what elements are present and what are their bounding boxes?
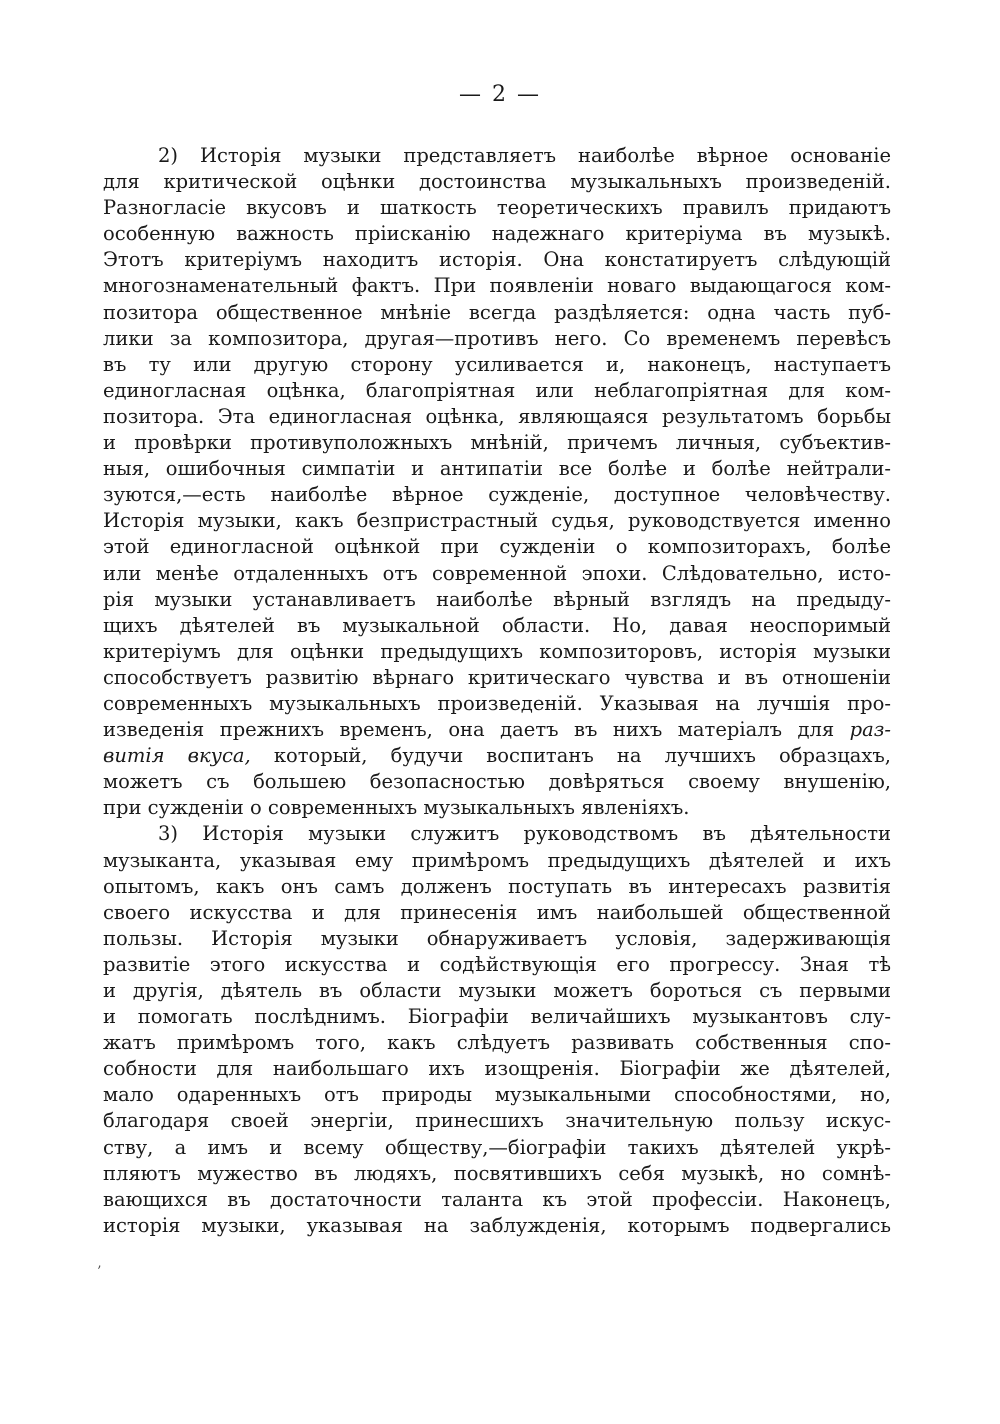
text-line-with-italic bbox=[103, 743, 891, 769]
text-line-with-italic bbox=[103, 717, 891, 743]
body-text bbox=[103, 143, 891, 1239]
text-line: въ ту или другую сторону усиливается и, наконецъ, наступаетъ bbox=[103, 352, 891, 376]
text-line: и помогать послѣднимъ. Біографіи величайшихъ музыкантовъ слу- bbox=[103, 1005, 891, 1029]
text-line: при сужденіи о современныхъ музыкальныхъ явленіяхъ. bbox=[103, 796, 690, 820]
line-text: изведенія прежнихъ временъ, она даетъ въ нихъ матеріалъ для bbox=[103, 718, 835, 742]
text-line: Этотъ критеріумъ находитъ исторія. Она констатируетъ слѣдующій bbox=[103, 248, 891, 272]
text-line: ныя, ошибочныя симпатіи и антипатіи все болѣе и болѣе нейтрали- bbox=[103, 457, 891, 481]
text-line: лики за композитора, другая—противъ него. Со временемъ перевѣсъ bbox=[103, 326, 891, 350]
text-line: 2) Исторія музыки представляетъ наиболѣе вѣрное основаніе bbox=[158, 144, 891, 167]
italic-word: раз- bbox=[849, 718, 891, 742]
text-line: ству, а имъ и всему обществу,—біографіи такихъ дѣятелей укрѣ- bbox=[103, 1135, 891, 1159]
text-line: жатъ примѣромъ того, какъ слѣдуетъ развивать собственныя спо- bbox=[103, 1031, 891, 1055]
page-number: — 2 — bbox=[459, 82, 541, 107]
text-line: зуются,—есть наиболѣе вѣрное сужденіе, доступное человѣчеству. bbox=[103, 483, 891, 507]
text-line: и другія, дѣятель въ области музыки можетъ бороться съ первыми bbox=[103, 979, 891, 1002]
text-line: можетъ съ большею безопасностью довѣряться своему внушенію, bbox=[103, 770, 891, 794]
text-line: благодаря своей энергіи, принесшихъ значительную пользу искус- bbox=[103, 1109, 891, 1133]
text-line: пользы. Исторія музыки обнаруживаетъ условія, задерживающія bbox=[103, 926, 891, 950]
text-line: или менѣе отдаленныхъ отъ современной эпохи. Слѣдовательно, исто- bbox=[103, 561, 891, 585]
italic-phrase: витія вкуса, bbox=[103, 744, 251, 768]
text-line: особенную важность пріисканію надежнаго критеріума въ музыкѣ. bbox=[103, 222, 891, 246]
text-line: 3) Исторія музыки служитъ руководствомъ въ дѣятельности bbox=[158, 822, 891, 846]
text-line: Разногласіе вкусовъ и шаткость теоретическихъ правилъ придаютъ bbox=[103, 196, 891, 220]
text-line: щихъ дѣятелей въ музыкальной области. Но, давая неоспоримый bbox=[103, 613, 891, 637]
text-line: единогласная оцѣнка, благопріятная или неблагопріятная для ком- bbox=[103, 378, 891, 402]
line-text: который, будучи воспитанъ на лучшихъ образцахъ, bbox=[250, 744, 891, 768]
text-line: мало одаренныхъ отъ природы музыкальными способностями, но, bbox=[103, 1083, 891, 1107]
text-line: критеріумъ для оцѣнки предыдущихъ композиторовъ, исторія музыки bbox=[103, 639, 891, 663]
text-line: способствуетъ развитію вѣрнаго критическаго чувства и въ отношеніи bbox=[103, 665, 891, 689]
text-line: пляютъ мужество въ людяхъ, посвятившихъ себя музыкѣ, но сомнѣ- bbox=[103, 1161, 891, 1185]
text-line: собности для наибольшаго ихъ изощренія. Біографіи же дѣятелей, bbox=[103, 1057, 891, 1081]
stray-mark: ’ bbox=[97, 1264, 102, 1280]
text-line: и провѣрки противуположныхъ мнѣній, причемъ личныя, субъектив- bbox=[103, 431, 891, 455]
text-line: вающихся въ достаточности таланта къ этой профессіи. Наконецъ, bbox=[103, 1187, 891, 1211]
text-line: музыканта, указывая ему примѣромъ предыдущихъ дѣятелей и ихъ bbox=[103, 848, 891, 872]
text-line: для критической оцѣнки достоинства музыкальныхъ произведеній. bbox=[103, 170, 891, 194]
text-line: Исторія музыки, какъ безпристрастный судья, руководствуется именно bbox=[103, 509, 891, 533]
text-line: многознаменательный фактъ. При появленіи новаго выдающагося ком- bbox=[103, 274, 891, 298]
text-line: позитора общественное мнѣніе всегда раздѣляется: одна часть пуб- bbox=[103, 300, 891, 324]
text-line: опытомъ, какъ онъ самъ долженъ поступать въ интересахъ развитія bbox=[103, 874, 891, 898]
text-line: исторія музыки, указывая на заблужденія, которымъ подвергались bbox=[103, 1213, 891, 1237]
text-line: современныхъ музыкальныхъ произведеній. Указывая на лучшія про- bbox=[103, 691, 891, 715]
text-line: рія музыки устанавливаетъ наиболѣе вѣрный взглядъ на предыду- bbox=[103, 587, 891, 611]
text-line: этой единогласной оцѣнкой при сужденіи о композиторахъ, болѣе bbox=[103, 535, 891, 559]
text-line: развитіе этого искусства и содѣйствующія его прогрессу. Зная тѣ bbox=[103, 952, 891, 976]
text-line: позитора. Эта единогласная оцѣнка, являющаяся результатомъ борьбы bbox=[103, 404, 891, 428]
text-line: своего искусства и для принесенія имъ наибольшей общественной bbox=[103, 900, 891, 924]
